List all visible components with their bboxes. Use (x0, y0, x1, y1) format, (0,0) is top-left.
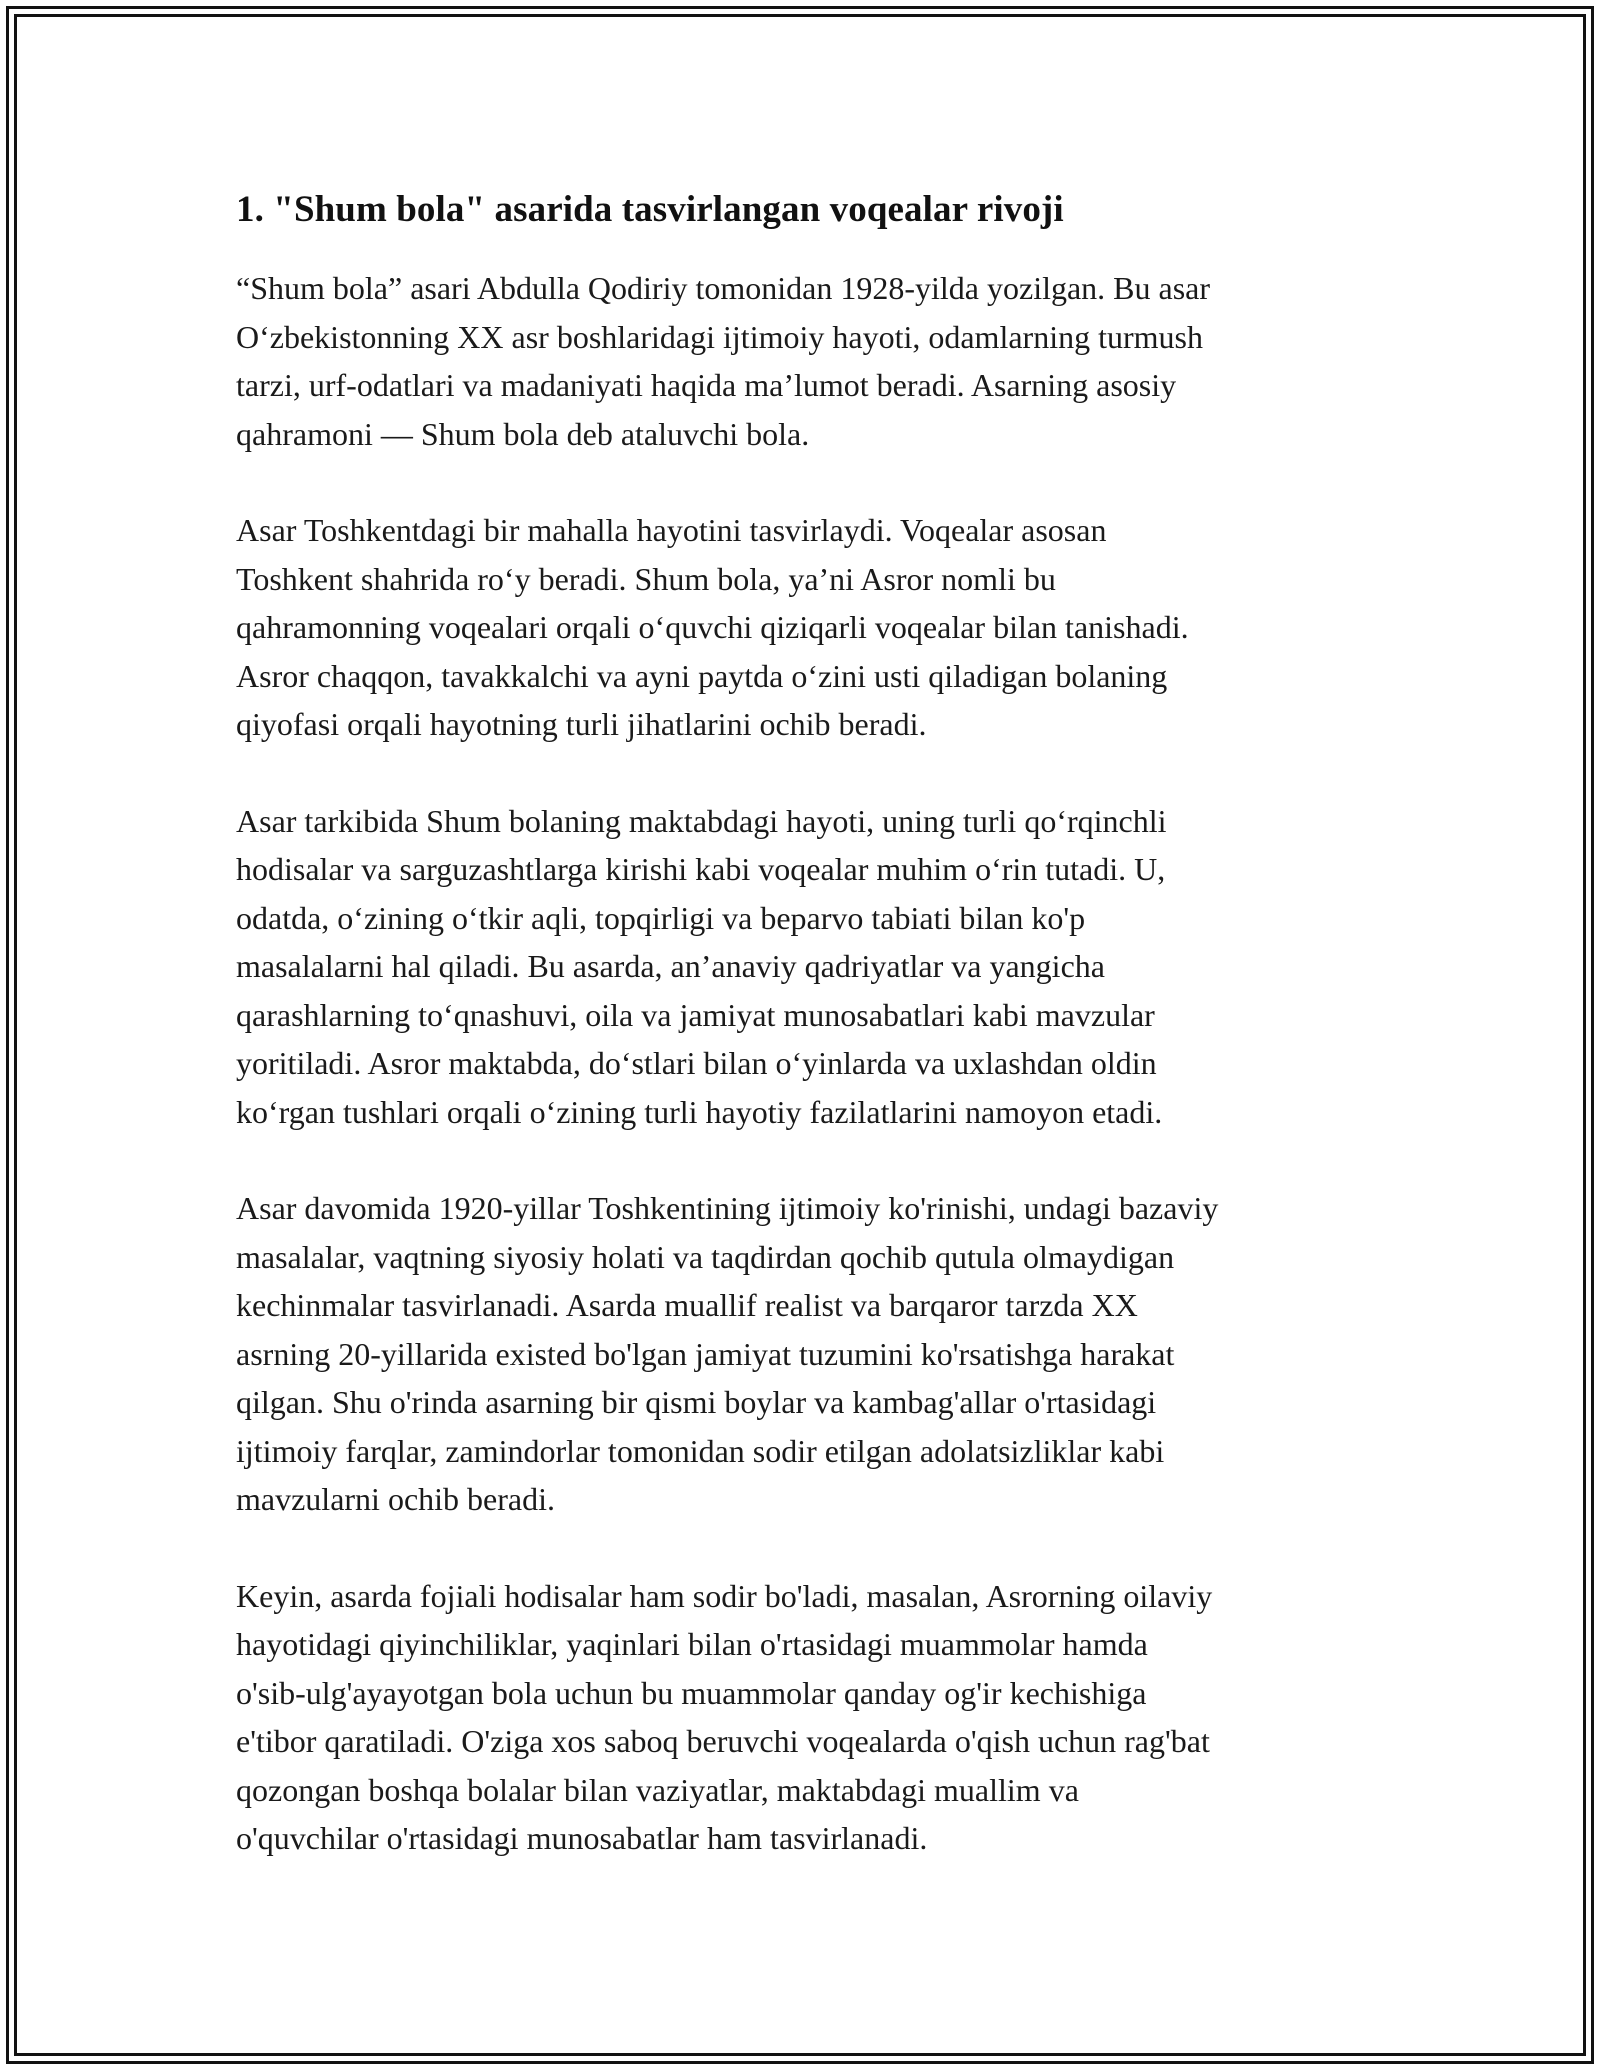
paragraph-line: Asror chaqqon, tavakkalchi va ayni paytda o‘zini usti qiladigan bolaning (236, 657, 1168, 694)
paragraph-line: odatda, o‘zining o‘tkir aqli, topqirligi va beparvo tabiati bilan ko'p (236, 899, 1086, 936)
paragraphs-container (236, 264, 1396, 1863)
paragraph-5 (236, 1572, 1396, 1863)
paragraph-line: hodisalar va sarguzashtlarga kirishi kabi voqealar muhim o‘rin tutadi. U, (236, 851, 1166, 887)
paragraph-1 (236, 264, 1396, 458)
paragraph-line: Asar tarkibida Shum bolaning maktabdagi hayoti, uning turli qo‘rqinchli (236, 802, 1167, 839)
paragraph-line: tarzi, urf-odatlari va madaniyati haqida ma’lumot beradi. Asarning asosiy (236, 367, 1177, 403)
paragraph-line: ijtimoiy farqlar, zamindorlar tomonidan sodir etilgan adolatsizliklar kabi (236, 1432, 1165, 1469)
paragraph-line: yoritiladi. Asror maktabda, do‘stlari bilan o‘yinlarda va uxlashdan oldin (236, 1045, 1157, 1081)
paragraph-line: qarashlarning to‘qnashuvi, oila va jamiyat munosabatlari kabi mavzular (236, 996, 1155, 1033)
paragraph-line: Asar davomida 1920-yillar Toshkentining ijtimoiy ko'rinishi, undagi bazaviy (236, 1190, 1219, 1226)
paragraph-4 (236, 1184, 1396, 1524)
paragraph-3 (236, 797, 1396, 1137)
document-body (236, 186, 1396, 1911)
paragraph-line: Toshkent shahrida ro‘y beradi. Shum bola, ya’ni Asror nomli bu (236, 560, 1056, 597)
paragraph-line: “Shum bola” asari Abdulla Qodiriy tomonidan 1928-yilda yozilgan. Bu asar (236, 270, 1211, 306)
paragraph-line: qahramonning voqealari orqali o‘quvchi qiziqarli voqealar bilan tanishadi. (236, 609, 1189, 645)
paragraph-line: mavzularni ochib beradi. (236, 1481, 555, 1517)
paragraph-line: O‘zbekistonning XX asr boshlaridagi ijtimoiy hayoti, odamlarning turmush (236, 318, 1203, 355)
paragraph-line: kechinmalar tasvirlanadi. Asarda muallif realist va barqaror tarzda XX (236, 1287, 1138, 1323)
paragraph-line: ko‘rgan tushlari orqali o‘zining turli hayotiy fazilatlarini namoyon etadi. (236, 1093, 1163, 1130)
paragraph-line: o'quvchilar o'rtasidagi munosabatlar ham tasvirlanadi. (236, 1820, 928, 1856)
paragraph-line: qozongan boshqa bolalar bilan vaziyatlar, maktabdagi muallim va (236, 1771, 1079, 1808)
paragraph-line: e'tibor qaratiladi. O'ziga xos saboq beruvchi voqealarda o'qish uchun rag'bat (236, 1723, 1210, 1759)
section-heading: 1. "Shum bola" asarida tasvirlangan voqealar rivoji (236, 189, 1064, 230)
paragraph-line: Keyin, asarda fojiali hodisalar ham sodir bo'ladi, masalan, Asrorning oilaviy (236, 1577, 1213, 1614)
paragraph-line: qahramoni — Shum bola deb ataluvchi bola. (236, 415, 810, 452)
paragraph-2 (236, 506, 1396, 749)
paragraph-line: o'sib-ulg'ayayotgan bola uchun bu muammolar qanday og'ir kechishiga (236, 1674, 1147, 1711)
paragraph-line: masalalar, vaqtning siyosiy holati va taqdirdan qochib qutula olmaydigan (236, 1238, 1175, 1275)
paragraph-line: Asar Toshkentdagi bir mahalla hayotini tasvirlaydi. Voqealar asosan (236, 512, 1107, 548)
paragraph-line: qiyofasi orqali hayotning turli jihatlarini ochib beradi. (236, 706, 927, 742)
paragraph-line: masalalarni hal qiladi. Bu asarda, an’anaviy qadriyatlar va yangicha (236, 948, 1105, 984)
paragraph-line: qilgan. Shu o'rinda asarning bir qismi boylar va kambag'allar o'rtasidagi (236, 1384, 1157, 1420)
paragraph-line: hayotidagi qiyinchiliklar, yaqinlari bilan o'rtasidagi muammolar hamda (236, 1626, 1148, 1662)
paragraph-line: asrning 20-yillarida existed bo'lgan jamiyat tuzumini ko'rsatishga harakat (236, 1335, 1175, 1372)
